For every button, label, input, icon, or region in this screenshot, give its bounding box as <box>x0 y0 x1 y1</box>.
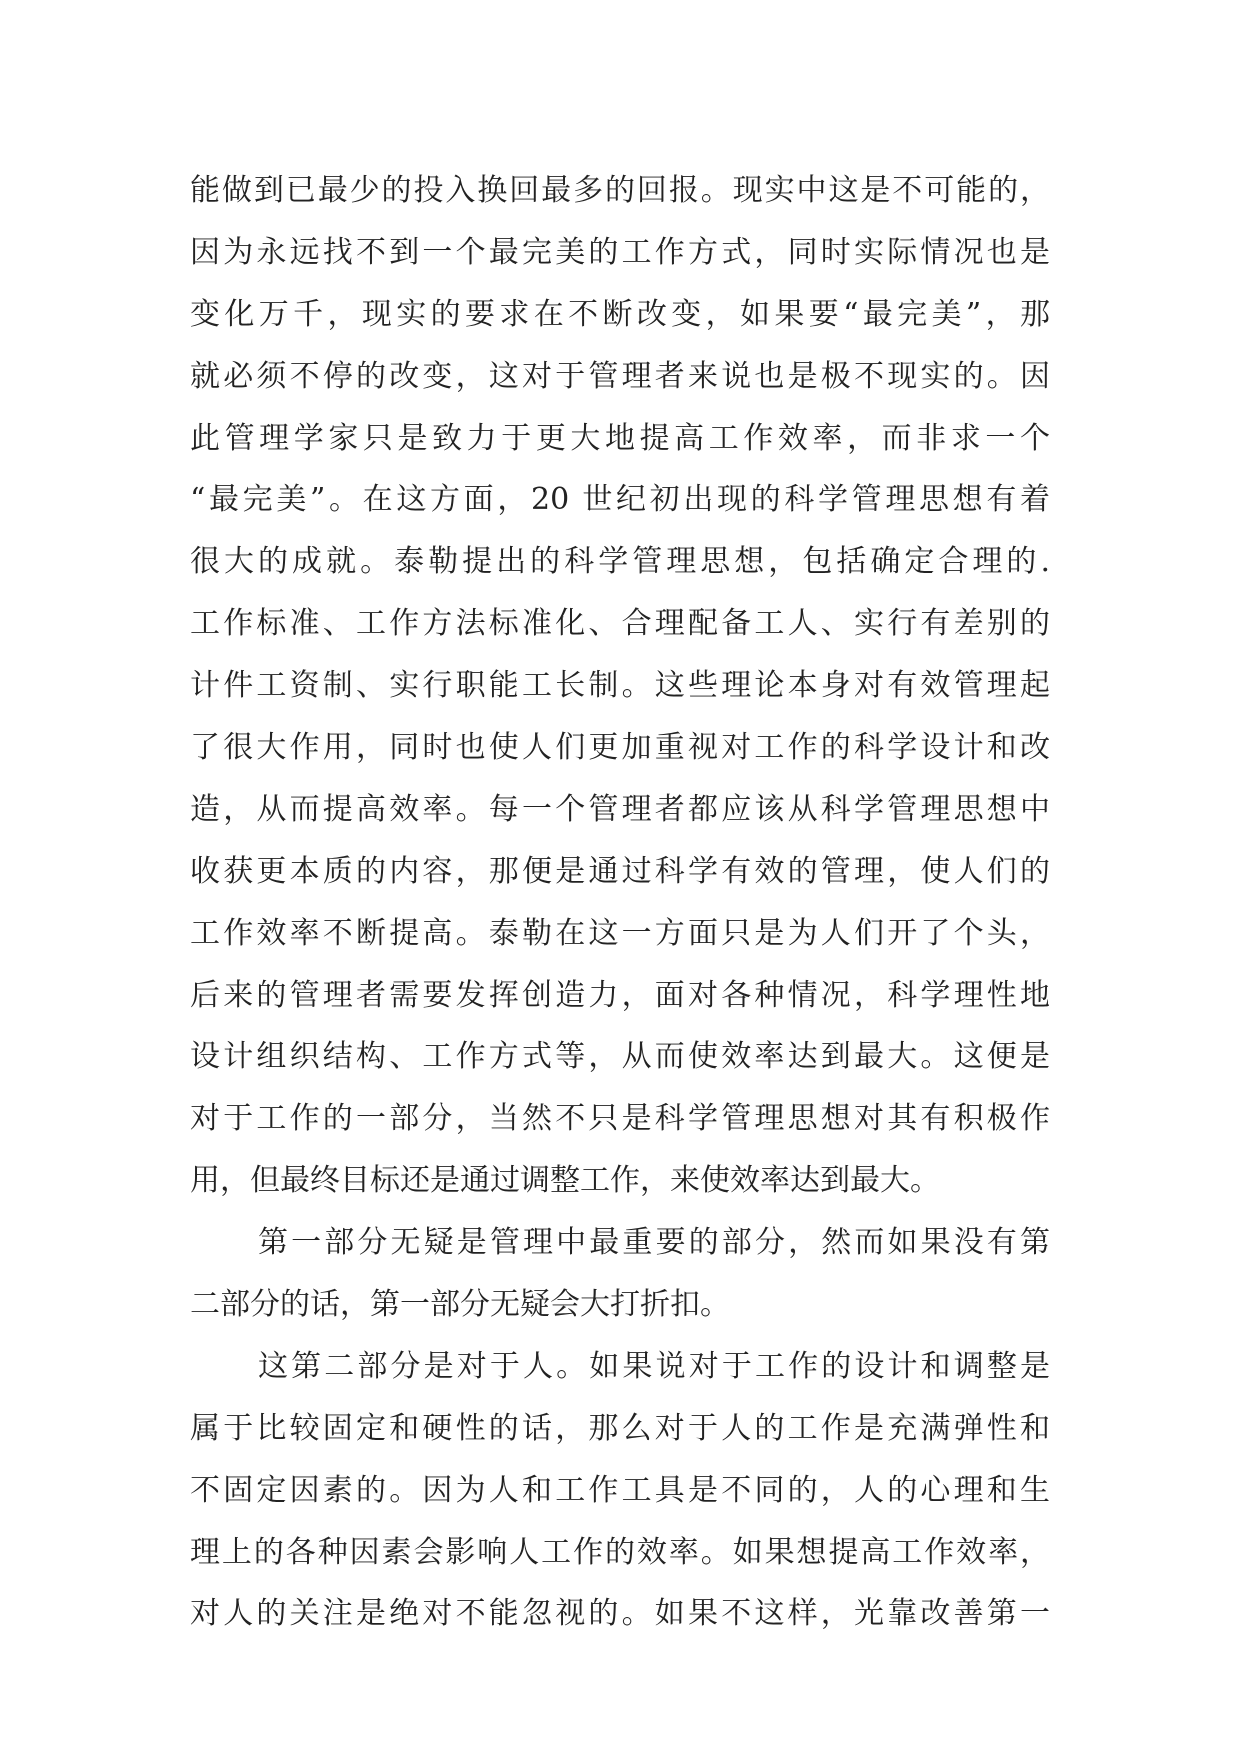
text-line: 设计组织结构、工作方式等，从而使效率达到最大。这便是 <box>190 1039 1050 1075</box>
text-line: 就必须不停的改变，这对于管理者来说也是极不现实的。因 <box>190 358 1050 394</box>
text-line: 计件工资制、实行职能工长制。这些理论本身对有效管理起 <box>190 668 1050 704</box>
text-line: 变化万千，现实的要求在不断改变，如果要“最完美”，那 <box>190 296 1050 332</box>
text-line: 后来的管理者需要发挥创造力，面对各种情况，科学理性地 <box>190 977 1050 1013</box>
text-line: 收获更本质的内容，那便是通过科学有效的管理，使人们的 <box>190 853 1050 889</box>
text-line: 属于比较固定和硬性的话，那么对于人的工作是充满弹性和 <box>190 1410 1050 1446</box>
text-line: 此管理学家只是致力于更大地提高工作效率，而非求一个 <box>190 420 1050 456</box>
text-line: 因为永远找不到一个最完美的工作方式，同时实际情况也是 <box>190 234 1050 270</box>
body-text <box>190 160 1050 1645</box>
text-line: 理上的各种因素会影响人工作的效率。如果想提高工作效率， <box>190 1534 1050 1570</box>
text-line: 工作标准、工作方法标准化、合理配备工人、实行有差别的 <box>190 606 1050 642</box>
text-line: 了很大作用，同时也使人们更加重视对工作的科学设计和改 <box>190 730 1050 766</box>
text-line: “最完美”。在这方面，20 世纪初出现的科学管理思想有着 <box>190 482 1050 518</box>
text-line: 用，但最终目标还是通过调整工作，来使效率达到最大。 <box>190 1163 940 1199</box>
text-line: 第一部分无疑是管理中最重要的部分，然而如果没有第 <box>258 1225 1050 1261</box>
text-line: 很大的成就。泰勒提出的科学管理思想，包括确定合理的. <box>190 544 1050 580</box>
text-line: 造，从而提高效率。每一个管理者都应该从科学管理思想中 <box>190 791 1050 827</box>
text-line: 工作效率不断提高。泰勒在这一方面只是为人们开了个头， <box>190 915 1050 951</box>
text-line: 二部分的话，第一部分无疑会大打折扣。 <box>190 1287 730 1323</box>
text-line: 对人的关注是绝对不能忽视的。如果不这样，光靠改善第一 <box>190 1596 1050 1632</box>
text-line: 能做到已最少的投入换回最多的回报。现实中这是不可能的， <box>190 173 1050 208</box>
text-line: 对于工作的一部分，当然不只是科学管理思想对其有积极作 <box>190 1101 1050 1137</box>
text-line: 不固定因素的。因为人和工作工具是不同的，人的心理和生 <box>190 1472 1050 1508</box>
text-line: 这第二部分是对于人。如果说对于工作的设计和调整是 <box>258 1348 1050 1384</box>
